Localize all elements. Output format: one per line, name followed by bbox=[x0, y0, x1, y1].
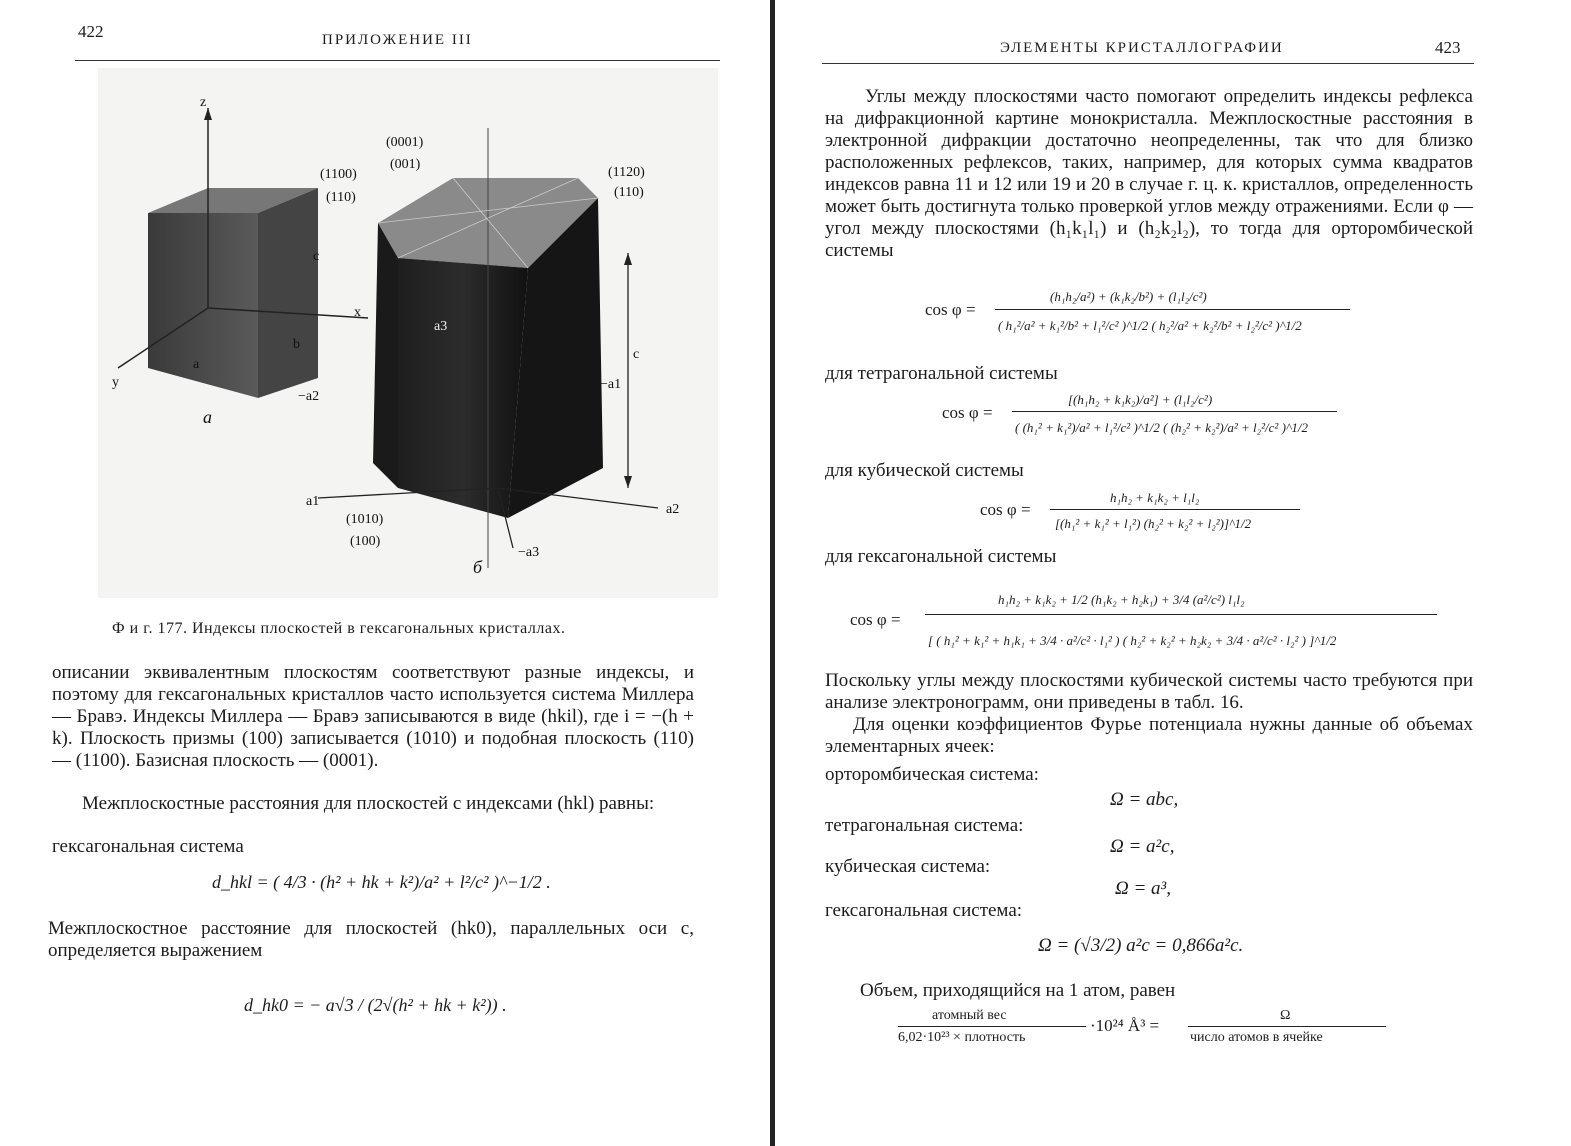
cos-label-cubic: cos φ = bbox=[980, 500, 1031, 519]
formula-d-hk0: d_hk0 = − a√3 / (2√(h² + hk + k²)) . bbox=[244, 995, 507, 1015]
label-a: a bbox=[193, 357, 200, 372]
hex-label: для гексагональной системы bbox=[825, 546, 1057, 567]
omega-hex: Ω = (√3/2) a²c = 0,866a²c. bbox=[1038, 935, 1244, 956]
crystal-illustration bbox=[98, 68, 718, 598]
right-paragraph-1: Углы между плоскостями часто помогают определить индексы рефлекса на дифракционной картине монокристалла. Межплоскостные расстояния в электронной дифракции достаточно неопределенны, так что для близко расположенных рефлексов, таких, например, для которых сумма квадратов индексов равна 11 и 12 или 19 и 20 в случае г. ц. к. кристаллов, определенность может быть достигнута только проверкой углов между отражениями. Если φ — угол между плоскостями (h₁k₁l₁) и (h₂k₂l₂), то тогда для орторомбической системы bbox=[825, 86, 1473, 261]
left-paragraph-1: описании эквивалентным плоскостям соответствуют разные индексы, и поэтому для гексагональных кристаллов часто используется система Миллера — Бравэ. Индексы Миллера — Бравэ записываются в виде (hkil), где i = −(h + k). Плоскость призмы (100) записывается (1010) и подобная плоскость (110) — (1100). Базисная плоскость — (0001). bbox=[52, 662, 694, 771]
ortho-denominator: ( h₁²/a² + k₁²/b² + l₁²/c² )^1/2 ( h₂²/a² + k₂²/b² + l₂²/c² )^1/2 bbox=[998, 318, 1302, 333]
vol-middle: ·10²⁴ Å³ = bbox=[1090, 1016, 1160, 1035]
hex-fraction-bar bbox=[925, 614, 1437, 615]
label-110-right: (110) bbox=[614, 185, 644, 200]
label-y: y bbox=[112, 375, 119, 390]
label-100: (100) bbox=[350, 534, 381, 549]
header-rule-right bbox=[822, 63, 1474, 64]
figure-177 bbox=[98, 68, 718, 598]
label-001: (001) bbox=[390, 157, 421, 172]
cos-label-tetra: cos φ = bbox=[942, 403, 993, 422]
vol-numerator-1: атомный вес bbox=[932, 1008, 1007, 1023]
tetra-system-label: тетрагональная система: bbox=[825, 815, 1024, 836]
sublabel-b: б bbox=[473, 557, 483, 577]
page-number-right: 423 bbox=[1435, 38, 1461, 57]
vol-fraction-bar-1 bbox=[898, 1026, 1086, 1027]
cubic-numerator: h₁h₂ + k₁k₂ + l₁l₂ bbox=[1110, 490, 1200, 505]
cubic-label: для кубической системы bbox=[825, 460, 1024, 481]
running-header-right: ЭЛЕМЕНТЫ КРИСТАЛЛОГРАФИИ bbox=[1000, 40, 1284, 56]
right-paragraph-4: Объем, приходящийся на 1 атом, равен bbox=[860, 980, 1176, 1001]
label-1120: (1120) bbox=[608, 165, 645, 180]
vol-denominator-2: число атомов в ячейке bbox=[1190, 1030, 1323, 1045]
left-paragraph-2: Межплоскостные расстояния для плоскостей с индексами (hkl) равны: bbox=[82, 793, 655, 814]
cos-label-ortho: cos φ = bbox=[925, 300, 976, 319]
label-110-left: (110) bbox=[326, 190, 356, 205]
label-b: b bbox=[293, 337, 300, 352]
tetra-fraction-bar bbox=[1012, 411, 1337, 412]
page-number-left: 422 bbox=[78, 22, 104, 41]
label-z: z bbox=[200, 95, 207, 110]
label-minus-a1: −a1 bbox=[600, 377, 622, 392]
label-1100: (1100) bbox=[320, 167, 357, 182]
tetra-denominator: ( (h₁² + k₁²)/a² + l₁²/c² )^1/2 ( (h₂² + k₂²)/a² + l₂²/c² )^1/2 bbox=[1015, 420, 1309, 435]
figure-caption: Ф и г. 177. Индексы плоскостей в гексагональных кристаллах. bbox=[112, 620, 566, 637]
left-hex-label: гексагональная система bbox=[52, 836, 244, 857]
vol-denominator-1: 6,02·10²³ × плотность bbox=[898, 1030, 1026, 1045]
right-paragraph-2: Поскольку углы между плоскостями кубической системы часто требуются при анализе электронограмм, они приведены в табл. 16. bbox=[825, 670, 1473, 713]
hex-system-label: гексагональная система: bbox=[825, 900, 1023, 921]
book-spine bbox=[770, 0, 775, 1146]
cubic-system-label: кубическая система: bbox=[825, 856, 991, 877]
ortho-numerator: (h₁h₂/a²) + (k₁k₂/b²) + (l₁l₂/c²) bbox=[1050, 289, 1207, 304]
hex-numerator: h₁h₂ + k₁k₂ + 1/2 (h₁k₂ + h₂k₁) + 3/4 (a²/c²) l₁l₂ bbox=[998, 592, 1245, 607]
label-c-height: c bbox=[633, 347, 640, 362]
omega-tetra: Ω = a²c, bbox=[1110, 836, 1175, 857]
running-header-left: ПРИЛОЖЕНИЕ III bbox=[322, 32, 473, 48]
formula-d-hkl: d_hkl = ( 4/3 · (h² + hk + k²)/a² + l²/c² )^−1/2 . bbox=[212, 872, 551, 892]
vol-fraction-bar-2 bbox=[1188, 1026, 1386, 1027]
hex-denominator: [ ( h₁² + k₁² + h₁k₁ + 3/4 · a²/c² · l₁² ) ( h₂² + k₂² + h₂k₂ + 3/4 · a²/c² · l₂² ) ]^1/2 bbox=[928, 633, 1337, 648]
label-1010: (1010) bbox=[346, 512, 384, 527]
label-a2: a2 bbox=[666, 502, 680, 517]
cubic-fraction-bar bbox=[1050, 509, 1300, 510]
right-page bbox=[780, 0, 1571, 1146]
cubic-denominator: [(h₁² + k₁² + l₁²) (h₂² + k₂² + l₂²)]^1/2 bbox=[1055, 516, 1252, 531]
right-paragraph-3: Для оценки коэффициентов Фурье потенциала нужны данные об объемах элементарных ячеек: bbox=[825, 714, 1473, 757]
cos-label-hex: cos φ = bbox=[850, 610, 901, 629]
ortho-system-label: орторомбическая система: bbox=[825, 764, 1039, 785]
omega-ortho: Ω = abc, bbox=[1110, 789, 1179, 810]
left-page bbox=[0, 0, 760, 1146]
label-x: x bbox=[354, 305, 361, 320]
label-minus-a2: −a2 bbox=[298, 389, 320, 404]
label-0001: (0001) bbox=[386, 135, 424, 150]
omega-cubic: Ω = a³, bbox=[1115, 878, 1172, 899]
label-minus-a3: −a3 bbox=[518, 545, 540, 560]
label-a3: a3 bbox=[434, 319, 448, 334]
sublabel-a: a bbox=[203, 407, 212, 427]
tetra-label: для тетрагональной системы bbox=[825, 363, 1058, 384]
header-rule-left bbox=[75, 60, 720, 61]
label-a1: a1 bbox=[306, 494, 320, 509]
tetra-numerator: [(h₁h₂ + k₁k₂)/a²] + (l₁l₂/c²) bbox=[1068, 392, 1213, 407]
label-c: c bbox=[313, 249, 320, 264]
vol-numerator-2: Ω bbox=[1280, 1008, 1291, 1023]
left-paragraph-3: Межплоскостное расстояние для плоскостей (hk0), параллельных оси c, определяется выражением bbox=[48, 918, 694, 961]
ortho-fraction-bar bbox=[995, 309, 1350, 310]
